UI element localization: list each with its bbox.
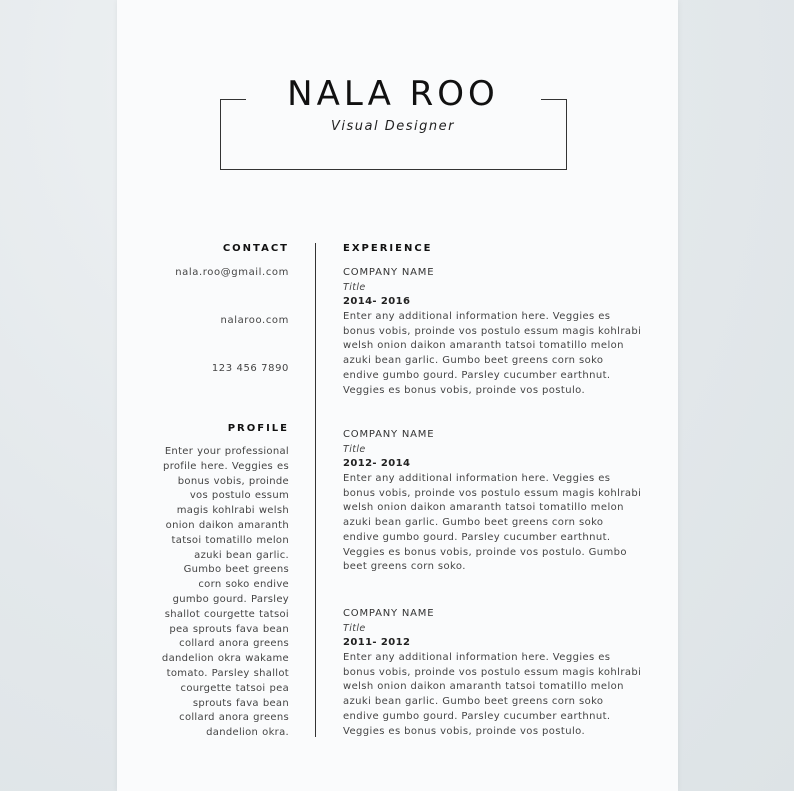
job-description: Enter any additional information here. Veggies es bonus vobis, proinde vos postulo essum magis kohlrabi welsh onion daikon amaranth tatsoi tomatillo melon azuki bean garlic. Gumbo beet greens corn soko endive gumbo gourd. Parsley cucumber earthnut. Veggies es bonus vobis, proinde vos postulo. Gumbo beet greens corn soko. — [343, 473, 642, 573]
job-title: Title — [343, 623, 366, 634]
candidate-role: Visual Designer — [331, 119, 455, 134]
job-years: 2012- 2014 — [343, 458, 411, 469]
column-divider — [315, 243, 316, 737]
job-description: Enter any additional information here. Veggies es bonus vobis, proinde vos postulo essum magis kohlrabi welsh onion daikon amaranth tatsoi tomatillo melon azuki bean garlic. Gumbo beet greens corn soko endive gumbo gourd. Parsley cucumber earthnut. Veggies es bonus vobis, proinde vos postulo. — [343, 311, 642, 396]
profile-heading: PROFILE — [227, 423, 289, 434]
resume-page — [117, 0, 678, 791]
job-company: COMPANY NAME — [343, 608, 435, 619]
contact-website: nalaroo.com — [220, 315, 289, 326]
job-description: Enter any additional information here. Veggies es bonus vobis, proinde vos postulo essum magis kohlrabi welsh onion daikon amaranth tatsoi tomatillo melon azuki bean garlic. Gumbo beet greens corn soko endive gumbo gourd. Parsley cucumber earthnut. Veggies es bonus vobis, proinde vos postulo. — [343, 652, 642, 737]
experience-heading: EXPERIENCE — [343, 243, 433, 254]
contact-heading: CONTACT — [222, 243, 289, 254]
contact-email: nala.roo@gmail.com — [175, 267, 289, 278]
job-entry — [343, 266, 643, 398]
job-company: COMPANY NAME — [343, 429, 435, 440]
candidate-name: NALA ROO — [287, 74, 499, 114]
profile-text: Enter your professional profile here. Veggies es bonus vobis, proinde vos postulo essum magis kohlrabi welsh onion daikon amaranth tatsoi tomatillo melon azuki bean garlic. Gumbo beet greens corn soko endive gumbo gourd. Parsley shallot courgette tatsoi pea sprouts fava bean collard anora greens dandelion okra wakame tomato. Parsley shallot courgette tatsoi pea sprouts fava bean collard anora greens dandelion okra. — [161, 446, 289, 739]
job-entry — [343, 428, 643, 575]
job-years: 2014- 2016 — [343, 296, 411, 307]
job-entry — [343, 607, 643, 739]
contact-phone: 123 456 7890 — [211, 363, 289, 374]
job-years: 2011- 2012 — [343, 637, 411, 648]
job-title: Title — [343, 282, 366, 293]
job-title: Title — [343, 444, 366, 455]
job-company: COMPANY NAME — [343, 267, 435, 278]
